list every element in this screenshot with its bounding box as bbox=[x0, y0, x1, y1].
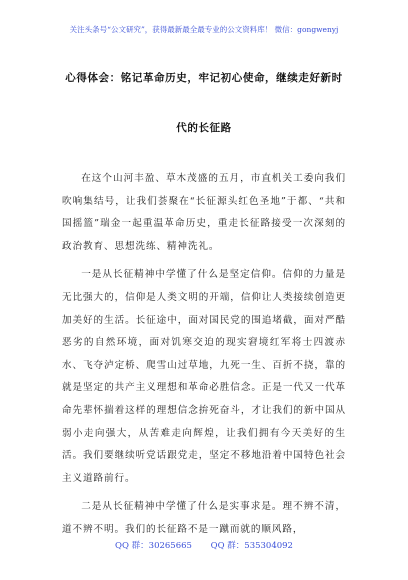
body-paragraph-faith: 一是从长征精神中学懂了什么是坚定信仰。信仰的力量是无比强大的，信仰是人类文明的开端，信仰让人类接续创造更加美好的生活。长征途中，面对国民党的围追堵截，面对严酷恶劣的自然环境，面对饥寒交迫的现实窘境红军将士四渡赤水、飞夺泸定桥、爬雪山过草地，九死一生、百折不挠，靠的就是坚定的共产主义理想和革命必胜信念。正是一代又一代革命先辈怀揣着这样的理想信念拚死奋斗，才让我们的新中国从弱小走向强大，从苦难走向辉煌，让我们拥有今天美好的生活。我们要继续听党话跟党走，坚定不移地沿着中国特色社会主义道路前行。 bbox=[62, 269, 346, 484]
body-paragraph-truth: 二是从长征精神中学懂了什么是实事求是。理不辨不清，道不辨不明。我们的长征路不是一蹴而就的顺风路， bbox=[62, 501, 346, 535]
document-title-line-2: 代的长征路 bbox=[176, 122, 232, 134]
footer-qq-group-1: QQ 群：30265665 bbox=[115, 541, 192, 551]
footer-qq-group-2: QQ 群：535304092 bbox=[210, 541, 293, 551]
header-promo-note: 关注头条号“公文研究”，获得最新最全最专业的公文资料库！ 微信：gongwenyj bbox=[69, 25, 339, 34]
document-title-line-1: 心得体会：铭记革命历史，牢记初心使命，继续走好新时 bbox=[65, 72, 343, 84]
document-body bbox=[62, 168, 346, 548]
body-paragraph-intro: 在这个山河丰盈、草木茂盛的五月，市直机关工委向我们吹响集结号，让我们荟聚在“长征源头红色圣地”于都、“共和国摇篮”瑞金一起重温革命历史，重走长征路接受一次深刻的政治教育、思想洗练、精神洗礼。 bbox=[62, 173, 346, 252]
footer-contact bbox=[0, 539, 408, 551]
